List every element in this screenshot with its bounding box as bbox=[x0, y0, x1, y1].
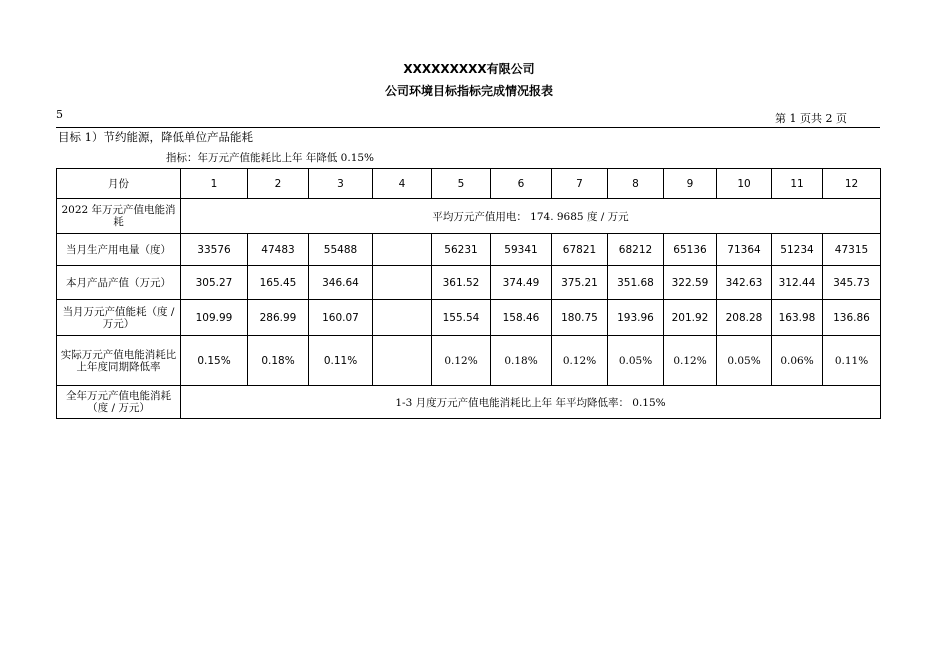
data-cell: 0.06% bbox=[772, 336, 823, 386]
data-cell: 305.27 bbox=[181, 266, 248, 300]
month-cell: 6 bbox=[491, 169, 552, 199]
month-cell: 10 bbox=[717, 169, 772, 199]
table-row-output bbox=[57, 266, 881, 300]
data-cell: 0.11% bbox=[823, 336, 881, 386]
data-cell: 0.05% bbox=[608, 336, 664, 386]
data-cell: 201.92 bbox=[664, 300, 717, 336]
table-row-months bbox=[57, 169, 881, 199]
row-label: 实际万元产值电能消耗比上年度同期降低率 bbox=[57, 336, 181, 386]
header-rule bbox=[56, 127, 880, 128]
data-cell: 0.05% bbox=[717, 336, 772, 386]
data-cell: 55488 bbox=[309, 234, 373, 266]
report-title: 公司环境目标指标完成情况报表 bbox=[384, 84, 553, 98]
row-label: 本月产品产值（万元） bbox=[57, 266, 181, 300]
data-cell: 136.86 bbox=[823, 300, 881, 336]
data-cell: 342.63 bbox=[717, 266, 772, 300]
data-cell: 346.64 bbox=[309, 266, 373, 300]
page-info: 第 1 页共 2 页 bbox=[775, 110, 847, 128]
data-cell: 155.54 bbox=[432, 300, 491, 336]
month-cell: 2 bbox=[248, 169, 309, 199]
annual-average-text: 1-3 月度万元产值电能消耗比上年 年平均降低率： 0.15% bbox=[181, 386, 881, 419]
data-cell: 59341 bbox=[491, 234, 552, 266]
data-cell: 345.73 bbox=[823, 266, 881, 300]
month-cell: 7 bbox=[552, 169, 608, 199]
report-table bbox=[56, 168, 881, 419]
month-cell: 4 bbox=[373, 169, 432, 199]
data-cell: 0.15% bbox=[181, 336, 248, 386]
data-cell: 0.11% bbox=[309, 336, 373, 386]
company-name: XXXXXXXXX有限公司 bbox=[403, 62, 535, 76]
month-cell: 8 bbox=[608, 169, 664, 199]
data-cell: 47483 bbox=[248, 234, 309, 266]
data-cell: 68212 bbox=[608, 234, 664, 266]
data-cell bbox=[373, 300, 432, 336]
data-cell bbox=[373, 336, 432, 386]
table-row-electricity bbox=[57, 234, 881, 266]
data-cell: 286.99 bbox=[248, 300, 309, 336]
data-cell: 71364 bbox=[717, 234, 772, 266]
data-cell: 65136 bbox=[664, 234, 717, 266]
month-cell: 1 bbox=[181, 169, 248, 199]
table-row-baseline bbox=[57, 199, 881, 234]
data-cell: 165.45 bbox=[248, 266, 309, 300]
data-cell: 33576 bbox=[181, 234, 248, 266]
table-row-reduction bbox=[57, 336, 881, 386]
table-row-consumption bbox=[57, 300, 881, 336]
data-cell: 160.07 bbox=[309, 300, 373, 336]
row-label: 2022 年万元产值电能消耗 bbox=[57, 199, 181, 234]
data-cell bbox=[373, 266, 432, 300]
data-cell: 67821 bbox=[552, 234, 608, 266]
data-cell: 109.99 bbox=[181, 300, 248, 336]
data-cell: 0.18% bbox=[248, 336, 309, 386]
data-cell: 361.52 bbox=[432, 266, 491, 300]
data-cell: 163.98 bbox=[772, 300, 823, 336]
data-cell: 193.96 bbox=[608, 300, 664, 336]
goal-objective: 目标 1）节约能源，降低单位产品能耗 bbox=[58, 130, 253, 144]
data-cell: 0.12% bbox=[664, 336, 717, 386]
data-cell: 56231 bbox=[432, 234, 491, 266]
month-cell: 9 bbox=[664, 169, 717, 199]
table-row-annual bbox=[57, 386, 881, 419]
goal-indicator: 指标：年万元产值能耗比上年 年降低 0.15% bbox=[166, 152, 375, 164]
row-label: 当月生产用电量（度） bbox=[57, 234, 181, 266]
row-label: 当月万元产值能耗（度 / 万元） bbox=[57, 300, 181, 336]
data-cell: 51234 bbox=[772, 234, 823, 266]
data-cell: 208.28 bbox=[717, 300, 772, 336]
data-cell bbox=[373, 234, 432, 266]
data-cell: 351.68 bbox=[608, 266, 664, 300]
data-cell: 322.59 bbox=[664, 266, 717, 300]
data-cell: 158.46 bbox=[491, 300, 552, 336]
doc-number: 5 bbox=[56, 108, 63, 121]
data-cell: 0.18% bbox=[491, 336, 552, 386]
data-cell: 375.21 bbox=[552, 266, 608, 300]
data-cell: 374.49 bbox=[491, 266, 552, 300]
data-cell: 0.12% bbox=[432, 336, 491, 386]
baseline-average-text: 平均万元产值用电： 174. 9685 度 / 万元 bbox=[181, 199, 881, 234]
month-cell: 5 bbox=[432, 169, 491, 199]
month-cell: 11 bbox=[772, 169, 823, 199]
data-cell: 180.75 bbox=[552, 300, 608, 336]
data-cell: 312.44 bbox=[772, 266, 823, 300]
month-header-label: 月份 bbox=[57, 169, 181, 199]
row-label: 全年万元产值电能消耗（度 / 万元） bbox=[57, 386, 181, 419]
data-cell: 47315 bbox=[823, 234, 881, 266]
data-cell: 0.12% bbox=[552, 336, 608, 386]
month-cell: 12 bbox=[823, 169, 881, 199]
month-cell: 3 bbox=[309, 169, 373, 199]
